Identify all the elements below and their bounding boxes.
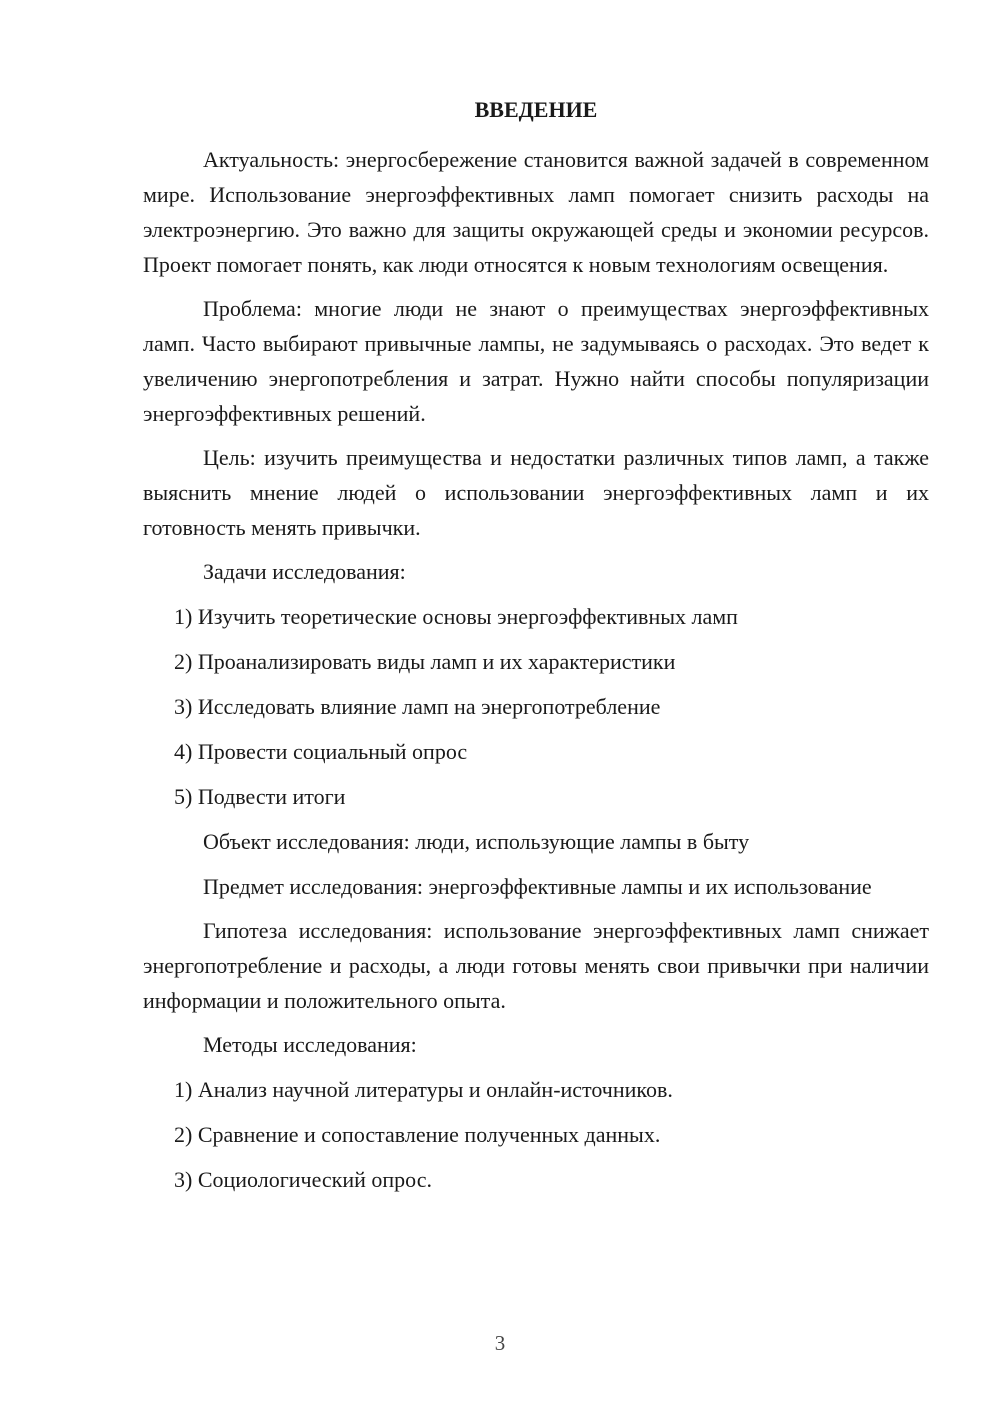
list-item: 5) Подвести итоги [174,784,346,809]
subject-paragraph: Предмет исследования: энергоэффективные лампы и их использование [203,874,872,899]
tasks-list [143,599,929,814]
methods-heading: Методы исследования: [203,1032,417,1057]
list-item: 1) Анализ научной литературы и онлайн-источников. [174,1077,673,1102]
list-item: 1) Изучить теоретические основы энергоэффективных ламп [174,604,738,629]
list-item: 2) Проанализировать виды ламп и их характеристики [174,649,676,674]
tasks-heading: Задачи исследования: [203,559,406,584]
page-number: 3 [494,1331,506,1355]
list-item: 3) Социологический опрос. [174,1167,432,1192]
list-item: 2) Сравнение и сопоставление полученных данных. [174,1122,661,1147]
list-item: 3) Исследовать влияние ламп на энергопотребление [174,694,661,719]
list-item: 4) Провести социальный опрос [174,739,468,764]
problem-paragraph: Проблема: многие люди не знают о преимуществах энергоэффективных ламп. Часто выбирают привычные лампы, не задумываясь о расходах. Это ведет к увеличению энергопотребления и затрат. Нужно найти способы популяризации энергоэффективных решений. [143,296,929,426]
page-title: ВВЕДЕНИЕ [474,97,598,122]
relevance-paragraph: Актуальность: энергосбережение становится важной задачей в современном мире. Использование энергоэффективных ламп помогает снизить расходы на электроэнергию. Это важно для защиты окружающей среды и экономии ресурсов. Проект помогает понять, как люди относятся к новым технологиям освещения. [143,147,929,277]
object-paragraph: Объект исследования: люди, использующие лампы в быту [203,829,750,854]
methods-list [143,1072,929,1197]
hypothesis-paragraph: Гипотеза исследования: использование энергоэффективных ламп снижает энергопотребление и расходы, а люди готовы менять свои привычки при наличии информации и положительного опыта. [143,918,929,1013]
goal-paragraph: Цель: изучить преимущества и недостатки различных типов ламп, а также выяснить мнение людей о использовании энергоэффективных ламп и их готовность менять привычки. [143,445,929,540]
document-page [143,92,929,1207]
